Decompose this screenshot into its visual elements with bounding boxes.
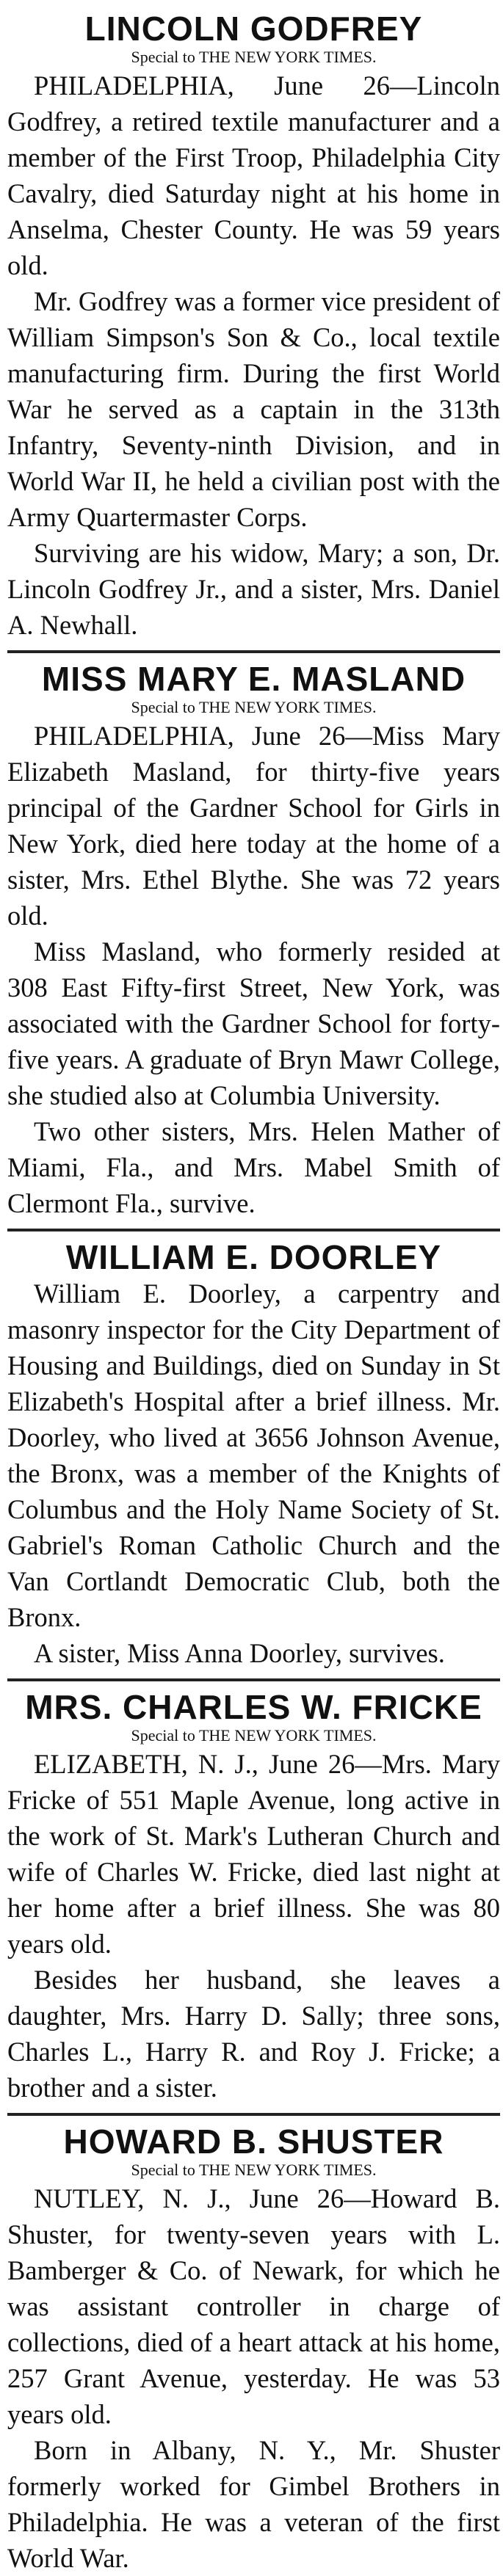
obituary-headline: MRS. CHARLES W. FRICKE [25,1688,482,1726]
obituary-paragraph: Mr. Godfrey was a former vice president of William Simpson's Son & Co., local textile manufacturing firm. During the first World War he served as a captain in the 313th Infantry, Seventy-ninth Division, and in World War II, he held a civilian post with the Army Quartermaster Corps. [7,286,500,532]
obituary-paragraph: Two other sisters, Mrs. Helen Mather of Miami, Fla., and Mrs. Mabel Smith of Clermont Fla., survive. [7,1116,500,1218]
obituary-headline: LINCOLN GODFREY [84,10,423,48]
obituary-headline: WILLIAM E. DOORLEY [65,1238,442,1276]
obituary-headline: HOWARD B. SHUSTER [63,2122,444,2161]
section-divider [7,2113,500,2116]
wire-credit: Special to THE NEW YORK TIMES. [131,2161,377,2179]
obituary-paragraph: A sister, Miss Anna Doorley, survives. [34,1638,445,1668]
obituary-lincoln-godfrey [7,0,500,643]
wire-credit: Special to THE NEW YORK TIMES. [131,1726,377,1744]
section-divider [7,1678,500,1681]
section-divider [7,650,500,653]
obituary-paragraph: Surviving are his widow, Mary; a son, Dr. Lincoln Godfrey Jr., and a sister, Mrs. Daniel A. Newhall. [7,538,500,640]
obituary-paragraph: Besides her husband, she leaves a daughter, Mrs. Harry D. Sally; three sons, Charles L., Harry R. and Roy J. Fricke; a brother and a sister. [7,1965,500,2103]
obituary-mary-masland [7,661,500,1221]
wire-credit: Special to THE NEW YORK TIMES. [131,48,377,66]
obituary-william-doorley [7,1239,500,1671]
obituary-paragraph: Born in Albany, N. Y., Mr. Shuster formerly worked for Gimbel Brothers in Philadelphia. He was a veteran of the first World War. [7,2435,500,2573]
wire-credit: Special to THE NEW YORK TIMES. [131,698,377,716]
section-divider [7,1229,500,1231]
obituary-paragraph: NUTLEY, N. J., June 26—Howard B. Shuster, for twenty-seven years with L. Bamberger & Co. of Newark, for which he was assistant controller in charge of collections, died of a heart attack at his home, 257 Grant Avenue, yesterday. He was 53 years old. [7,2183,500,2429]
obituary-paragraph: ELIZABETH, N. J., June 26—Mrs. Mary Fricke of 551 Maple Avenue, long active in the work of St. Mark's Lutheran Church and wife of Charles W. Fricke, died last night at her home after a brief illness. She was 80 years old. [7,1749,500,1959]
obituary-paragraph: PHILADELPHIA, June 26—Miss Mary Elizabeth Masland, for thirty-five years principal of the Gardner School for Girls in New York, died here today at the home of a sister, Mrs. Ethel Blythe. She was 72 years old. [7,721,500,931]
obituary-paragraph: PHILADELPHIA, June 26—Lincoln Godfrey, a retired textile manufacturer and a member of the First Troop, Philadelphia City Cavalry, died Saturday night at his home in Anselma, Chester County. He was 59 years old. [7,70,500,280]
obituary-paragraph: William E. Doorley, a carpentry and masonry inspector for the City Department of Housing and Buildings, died on Sunday in St Elizabeth's Hospital after a brief illness. Mr. Doorley, who lived at 3656 Johnson Avenue, the Bronx, was a member of the Knights of Columbus and the Holy Name Society of St. Gabriel's Roman Catholic Church and the Van Cortlandt Democratic Club, both the Bronx. [7,1278,500,1632]
obituary-paragraph: Miss Masland, who formerly resided at 308 East Fifty-first Street, New York, was associated with the Gardner School for forty-five years. A graduate of Bryn Mawr College, she studied also at Columbia University. [7,936,500,1110]
obituary-mrs-charles-fricke [7,1689,500,2106]
obituary-headline: MISS MARY E. MASLAND [41,660,466,698]
obituary-howard-shuster [7,2123,500,2576]
